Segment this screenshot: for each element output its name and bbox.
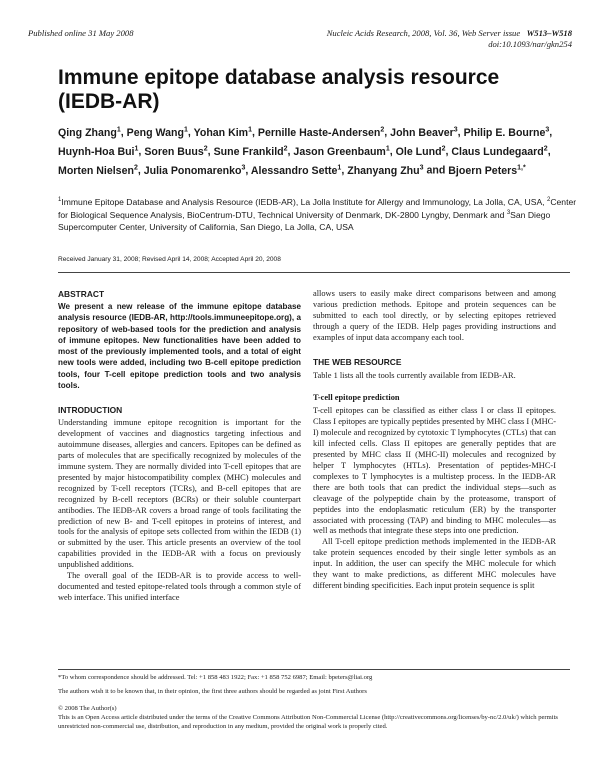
author-name: Bjoern Peters [448,164,518,177]
author-affiliation-marker: 1 [134,145,139,153]
copyright: © 2008 The Author(s) [58,705,117,712]
author [194,127,252,139]
published-date: Published online 31 May 2008 [28,28,134,38]
author [214,146,288,158]
author-name: Julia Ponomarenko [143,164,242,177]
web-resource-heading: THE WEB RESOURCE [313,356,402,367]
author-name: Alessandro Sette [250,164,338,177]
author-name: Philip E. Bourne [463,126,546,139]
author-name: Yohan Kim [193,126,249,139]
author [251,165,341,177]
author-affiliation-marker: 1 [248,126,253,133]
author [58,146,138,158]
author-name: Zhanyang Zhu [347,164,420,177]
author-name: Qing Zhang [58,126,117,139]
received-dates: Received January 31, 2008; Revised April 14, 2008; Accepted April 20, 2008 [58,256,281,263]
affiliations [58,195,578,233]
author-name: Claus Lundegaard [451,145,544,158]
author-name: Jason Greenbaum [293,145,386,158]
author [144,165,246,177]
author [451,146,547,158]
author-list: Qing Zhang$^1$, Peng Wang$^1$, Yohan Kim$^1$, Pernille Haste-Andersen$^2$, John Beaver$^3$, Philip E. Bourne$^3$, Huynh-Hoa Bui$^1$, Soren Buus$^2$, Sune Frankild$^2$, Jason Greenbaum$^1$, Ole Lund$^2$, Claus Lundegaard$^2$, Morten Nielsen$^2$, Julia Ponomarenko$^3$, Alessandro Sette$^1$, Zhanyang Zhu$^3$ and Bjoern Peters$^{1,*}$ [58,126,553,177]
author-affiliation-marker: 3 [453,126,458,133]
page-range: W513–W518 [526,28,572,38]
article-title: Immune epitope database analysis resource (IEDB-AR) [58,66,500,113]
author [347,165,423,177]
author-name: Huynh-Hoa Bui [58,145,135,158]
author [258,127,384,139]
author-name: John Beaver [390,126,454,139]
author-name: Pernille Haste-Andersen [257,126,381,139]
author [127,127,188,139]
journal-header [327,28,572,50]
introduction-heading: INTRODUCTION [58,405,123,416]
abstract-text: We present a new release of the immune epitope database analysis resource (IEDB-AR, http://tools.immuneepitope.org), a repository of web-based tools for the prediction and analysis of immune epitopes. New functionalities have been added to most of the previously implemented tools, and a total of eight new tools were added, including two B-cell epitope prediction tools, four T-cell epitope prediction tools and two analysis tools. [58,302,301,391]
author-affiliation-marker: 1,* [517,164,526,172]
affiliation-text: San Diego Supercomputer Center, University of California, San Diego, La Jolla, CA, USA [58,210,551,232]
affiliation-text: Immune Epitope Database and Analysis Resource (IEDB-AR), La Jolla Institute for Allergy and Immunology, La Jolla, CA, USA, [61,196,547,207]
author [396,146,446,158]
right-column [313,289,556,592]
introduction-continued: allows users to easily make direct comparisons between and among various prediction methods. Epitope and protein sequences can be submitted to each tool directly, or by selecting epitopes retrieved through a query of the IEDB. Help pages providing instructions and examples of input data accompany each tool. [313,289,556,342]
author-name: Soren Buus [144,145,204,158]
web-resource-text: Table 1 lists all the tools currently available from IEDB-AR. [313,370,516,380]
introduction-paragraph-1: Understanding immune epitope recognition is important for the development of vaccines and diagnostics targeting infectious and autoimmune diseases, allergies and cancers. Epitopes can be defined as parts of molecules that are specifically recognized by molecules of the immune system. They are normally divided into T-cell epitopes that are presented by major histocompatibility complex (MHC) molecules and recognized by T-cell receptors (TCRs), and B-cell epitopes that are recognized by B-cell receptors (BCRs) or their soluble counterpart antibodies. The IEDB-AR covers a broad range of tools facilitating the prediction of new B- and T-cell epitopes in proteins of interest, and tools for the analysis of epitope sets collected from within the IEDB (1) or submitted by the user. This article presents an overview of the tool capabilities provided in the IEDB-AR with a focus on previously unpublished additions. [58,418,301,570]
author-name: Sune Frankild [213,145,284,158]
author [464,127,550,139]
author-affiliation-marker: 3 [241,164,246,172]
author [144,146,207,158]
author-affiliation-marker: 1 [183,126,188,133]
author-affiliation-marker: 3 [545,126,550,133]
left-column [58,289,301,604]
affiliation-text: Center for Biological Sequence Analysis, BioCentrum-DTU, Technical University of Denmark, DK-2800 Lyngby, Denmark and [58,196,577,221]
author-name: Morten Nielsen [58,164,134,177]
introduction-paragraph-2: The overall goal of the IEDB-AR is to provide access to well-documented and tested epitope-related tools through a common style of web interface. This unified interface [58,571,301,602]
author-affiliation-marker: 3 [419,164,424,172]
footnote-divider [58,669,570,670]
author-affiliation-marker: 2 [203,145,208,153]
author [390,127,458,139]
author [448,165,525,177]
affiliation-marker: 1 [58,197,62,203]
author-name: Ole Lund [395,145,442,158]
author-affiliation-marker: 1 [337,164,342,172]
header-divider [58,272,570,273]
joint-authors-note: The authors wish it to be known that, in their opinion, the first three authors should be regarded as joint First Authors [58,688,367,695]
author-affiliation-marker: 2 [133,164,138,172]
tcell-paragraph-2: All T-cell epitope prediction methods implemented in the IEDB-AR take protein sequences encoded by their single letter symbols as an input. In addition, the user can specify the MHC molecule for which they want to make predictions, as different MHC molecules have different binding specificities. Each input protein sequence is split [313,537,556,590]
author-affiliation-marker: 2 [283,145,288,153]
author-affiliation-marker: 1 [116,126,121,133]
license-text: This is an Open Access article distributed under the terms of the Creative Commons Attribution Non-Commercial License (http://creativecommons.org/licenses/by-nc/2.0/uk/) which permits unrestricted non-commercial use, distribution, and reproduction in any medium, provided the original work is properly cited. [58,714,558,730]
author-name: Peng Wang [126,126,184,139]
affiliation-marker: 3 [506,210,511,217]
correspondence-note: *To whom correspondence should be addressed. Tel: +1 858 483 1922; Fax: +1 858 752 6987; Email: bpeters@liai.org [58,674,373,681]
author [293,146,389,158]
journal-citation: Nucleic Acids Research, 2008, Vol. 36, Web Server issue [326,28,521,38]
author [58,165,138,177]
tcell-heading: T-cell epitope prediction [313,393,400,403]
author-affiliation-marker: 1 [385,145,390,153]
doi[interactable]: doi:10.1093/nar/gkn254 [488,39,572,49]
author-affiliation-marker: 2 [380,126,385,133]
author [58,127,121,139]
author-affiliation-marker: 2 [543,145,548,153]
tcell-paragraph-1: T-cell epitopes can be classified as either class I or class II epitopes. Class I epitopes are typically peptides presented by MHC class I (MHC-I) molecule and recognized by cytotoxic T lymphocytes (CTLs) that can kill infected cells. Class II epitopes are generally peptides that are presented by MHC class II (MHC-II) molecules and recognized by helper T lymphocytes (HTLs). Presentation of peptides-MHC-I complexes to T lymphocytes is a multistep process. In the IEDB-AR there are both tools that can predict the individual steps—such as cleavage of the polypeptide chain by the proteasome, transport of peptides into the endoplasmatic reticulum (ER) by the transporter associated with processing (TAP) and binding to MHC molecules—as well as methods that integrate these steps into one prediction. [313,406,556,536]
author-affiliation-marker: 2 [441,145,446,153]
abstract-heading: ABSTRACT [58,289,105,299]
affiliation-marker: 2 [546,197,551,203]
